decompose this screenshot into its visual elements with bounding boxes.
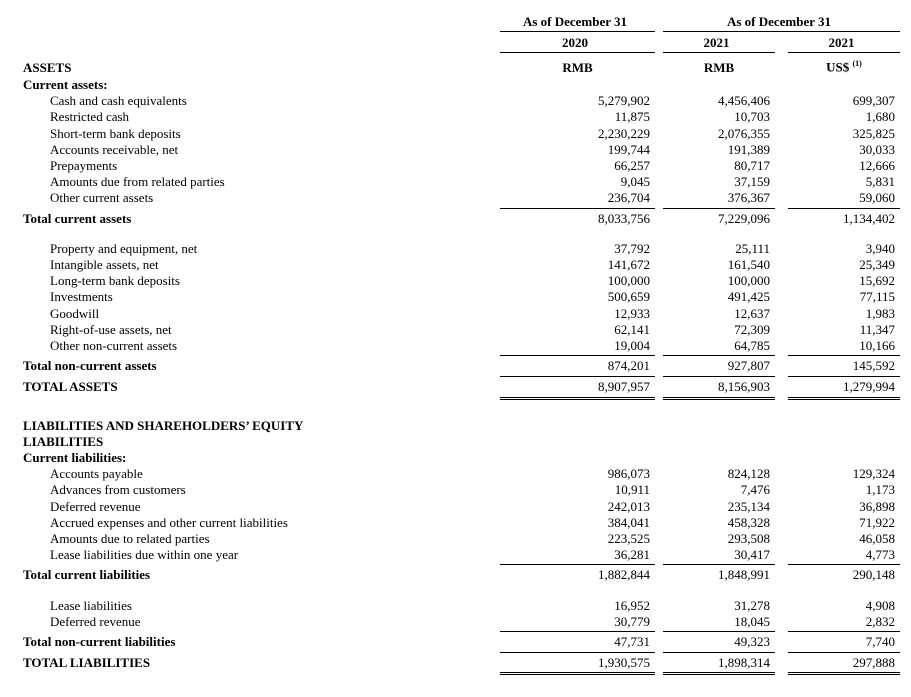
table-row [23,306,900,322]
section-row [23,77,900,93]
year-header-2021-usd: 2021 [788,35,900,53]
value-2021-rmb: 7,229,096 [663,208,775,227]
row-label: Amounts due from related parties [50,174,225,190]
unit-header-usd [788,56,900,76]
table-row [23,93,900,109]
usd-footnote-marker: (1) [852,59,862,69]
value-2020-rmb: 199,744 [607,141,650,157]
spacer-row [23,400,900,418]
value-2020-rmb: 8,033,756 [500,208,655,227]
value-2020-rmb: 384,041 [607,514,650,530]
total-row [23,564,900,583]
value-2021-rmb: 8,156,903 [663,376,775,399]
table-row [23,190,900,206]
total-row [23,631,900,650]
value-2021-rmb: 72,309 [734,321,770,337]
year-header-2020: 2020 [500,35,655,53]
value-2021-usd: 7,740 [788,631,900,650]
table-row [23,515,900,531]
value-2020-rmb: 242,013 [607,498,650,514]
table-row [23,241,900,257]
value-2021-usd: 77,115 [859,289,895,305]
section-assets-label: ASSETS [23,59,72,75]
section-row [23,418,900,434]
row-label: Investments [50,289,113,305]
value-2021-rmb: 30,417 [734,547,770,563]
value-2020-rmb: 1,930,575 [500,652,655,675]
section-row [23,450,900,466]
table-row [23,322,900,338]
row-label: Other current assets [50,190,154,206]
value-2021-rmb: 12,637 [734,305,770,321]
value-2021-rmb: 293,508 [727,531,770,547]
value-2021-rmb: 100,000 [727,273,770,289]
row-label: Cash and cash equivalents [50,93,187,109]
table-row [23,109,900,125]
value-2021-rmb: 25,111 [735,240,770,256]
table-row [23,598,900,614]
value-2021-rmb: 376,367 [727,190,770,206]
value-2021-usd: 1,680 [865,109,895,125]
col-group-header-2021: As of December 31 [663,14,900,32]
value-2021-usd: 11,347 [859,321,895,337]
value-2021-rmb: 80,717 [734,157,770,173]
value-2020-rmb: 12,933 [614,305,650,321]
table-row [23,338,900,354]
unit-header-rmb-2021: RMB [703,59,735,75]
value-2020-rmb: 5,279,902 [598,93,650,109]
value-2021-usd: 145,592 [788,355,900,374]
value-2021-rmb: 1,898,314 [663,652,775,675]
value-2020-rmb: 11,875 [614,109,650,125]
value-2021-usd: 30,033 [859,141,895,157]
table-row [23,614,900,630]
value-2021-rmb: 927,807 [663,355,775,374]
value-2020-rmb: 62,141 [614,321,650,337]
value-2021-rmb: 161,540 [727,256,770,272]
row-label: Prepayments [50,157,118,173]
row-label: TOTAL ASSETS [23,379,118,395]
table-row [23,482,900,498]
value-2021-rmb: 10,703 [734,109,770,125]
value-2020-rmb: 10,911 [614,482,650,498]
value-2021-usd: 4,908 [865,597,895,613]
table-row [23,499,900,515]
row-label: Accounts receivable, net [50,141,179,157]
value-2020-rmb: 8,907,957 [500,376,655,399]
value-2021-usd: 4,773 [865,547,895,563]
value-2020-rmb: 9,045 [620,174,650,190]
row-label: Long-term bank deposits [50,273,180,289]
value-2021-rmb: 64,785 [734,337,770,353]
value-2021-usd: 25,349 [859,256,895,272]
balance-sheet-table [23,14,900,675]
value-2020-rmb: 66,257 [614,157,650,173]
unit-header-rmb-2020: RMB [562,59,593,75]
row-label: Intangible assets, net [50,256,159,272]
value-2020-rmb: 874,201 [500,355,655,374]
table-row [23,158,900,174]
value-2021-usd: 1,983 [865,305,895,321]
row-label: LIABILITIES [23,433,104,449]
value-2021-usd: 59,060 [859,190,895,206]
value-2020-rmb: 141,672 [607,256,650,272]
value-2021-usd: 129,324 [852,466,895,482]
col-group-header-2020: As of December 31 [500,14,655,32]
value-2021-rmb: 4,456,406 [718,93,770,109]
value-2020-rmb: 1,882,844 [500,564,655,583]
value-2021-usd: 10,166 [859,337,895,353]
header-year-row [23,35,900,53]
value-2021-usd: 325,825 [852,125,895,141]
spacer-row [23,584,900,598]
grandtotal-row [23,652,900,675]
row-label: TOTAL LIABILITIES [23,655,151,671]
usd-label: US$ [826,59,850,75]
value-2021-rmb: 1,848,991 [663,564,775,583]
value-2021-rmb: 235,134 [727,498,770,514]
table-row [23,466,900,482]
value-2021-usd: 36,898 [859,498,895,514]
value-2021-usd: 2,832 [865,613,895,629]
value-2021-rmb: 49,323 [663,631,775,650]
value-2021-rmb: 491,425 [727,289,770,305]
row-label: Lease liabilities due within one year [50,547,239,563]
value-2020-rmb: 19,004 [614,337,650,353]
table-row [23,257,900,273]
value-2020-rmb: 100,000 [607,273,650,289]
total-row [23,208,900,227]
row-label: Accounts payable [50,466,143,482]
value-2021-usd: 71,922 [859,514,895,530]
row-label: Goodwill [50,305,100,321]
value-2021-usd: 1,279,994 [788,376,900,399]
table-row [23,126,900,142]
row-label: Total non-current liabilities [23,634,176,650]
value-2021-usd: 699,307 [852,93,895,109]
row-label: LIABILITIES AND SHAREHOLDERS’ EQUITY [23,417,304,433]
row-label: Current liabilities: [23,450,127,465]
total-row [23,355,900,374]
spacer-row [23,227,900,241]
value-2021-usd: 1,134,402 [788,208,900,227]
value-2021-rmb: 18,045 [734,613,770,629]
value-2020-rmb: 16,952 [614,597,650,613]
section-row [23,434,900,450]
value-2021-rmb: 458,328 [727,514,770,530]
value-2021-usd: 3,940 [865,240,895,256]
value-2021-usd: 46,058 [859,531,895,547]
table-body [23,77,900,676]
table-row [23,174,900,190]
value-2021-rmb: 31,278 [734,597,770,613]
row-label: Total current assets [23,210,132,226]
row-label: Total current liabilities [23,567,151,583]
table-row [23,273,900,289]
value-2020-rmb: 47,731 [500,631,655,650]
value-2020-rmb: 36,281 [614,547,650,563]
year-header-2021-rmb: 2021 [663,35,775,53]
row-label: Accrued expenses and other current liabilities [50,514,288,530]
row-label: Short-term bank deposits [50,125,181,141]
header-unit-row [23,56,900,76]
table-row [23,547,900,563]
row-label: Deferred revenue [50,498,141,514]
value-2020-rmb: 2,230,229 [598,125,650,141]
table-row [23,142,900,158]
value-2020-rmb: 37,792 [614,240,650,256]
row-label: Current assets: [23,76,108,92]
row-label: Total non-current assets [23,358,157,374]
row-label: Deferred revenue [50,613,141,629]
row-label: Lease liabilities [50,597,132,613]
value-2020-rmb: 236,704 [607,190,650,206]
value-2021-usd: 1,173 [865,482,895,498]
header-group-row [23,14,900,32]
value-2020-rmb: 30,779 [614,613,650,629]
value-2020-rmb: 986,073 [607,466,650,482]
value-2021-usd: 290,148 [788,564,900,583]
row-label: Amounts due to related parties [50,531,210,547]
table-row [23,289,900,305]
row-label: Restricted cash [50,109,130,125]
value-2021-rmb: 37,159 [734,174,770,190]
row-label: Other non-current assets [50,337,178,353]
table-row [23,531,900,547]
value-2020-rmb: 500,659 [607,289,650,305]
value-2021-rmb: 7,476 [740,482,770,498]
row-label: Advances from customers [50,482,186,498]
value-2020-rmb: 223,525 [607,531,650,547]
value-2021-rmb: 2,076,355 [718,125,770,141]
grandtotal-row [23,376,900,399]
row-label: Right-of-use assets, net [50,321,172,337]
value-2021-usd: 15,692 [859,273,895,289]
value-2021-rmb: 191,389 [727,141,770,157]
value-2021-rmb: 824,128 [727,466,770,482]
value-2021-usd: 5,831 [865,174,895,190]
value-2021-usd: 12,666 [859,157,895,173]
row-label: Property and equipment, net [50,240,198,256]
value-2021-usd: 297,888 [788,652,900,675]
